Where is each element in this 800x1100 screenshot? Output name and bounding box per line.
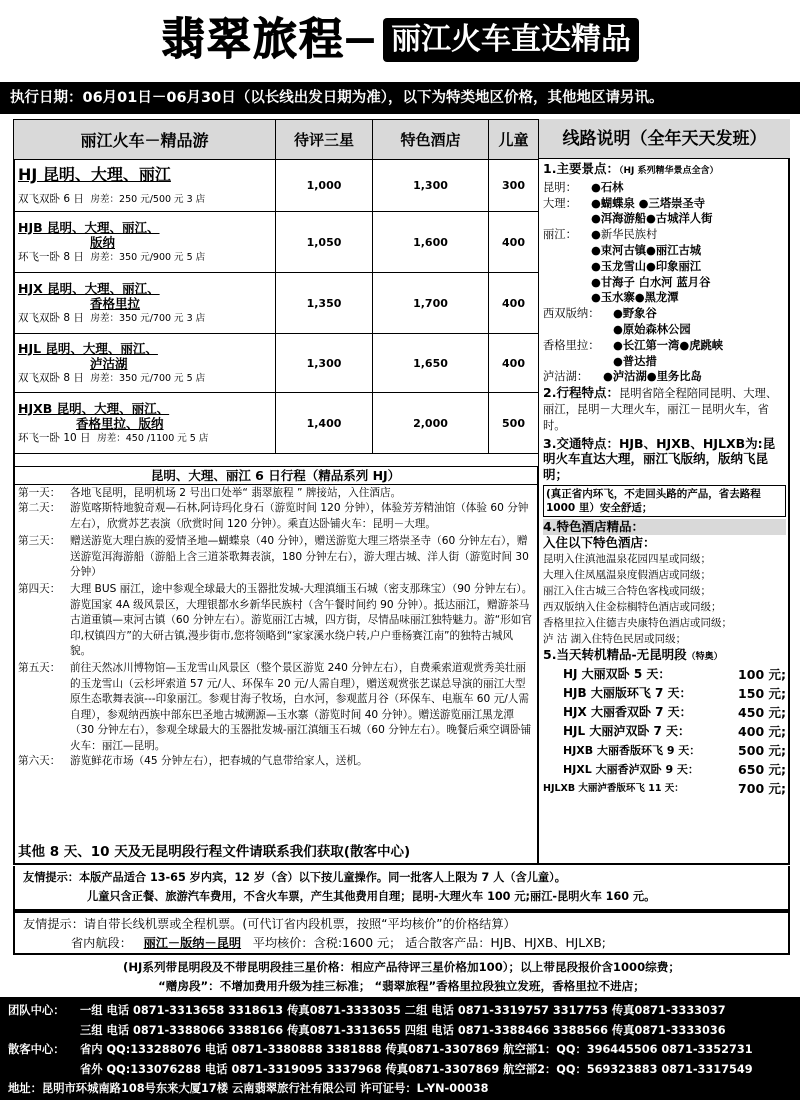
- price-child: 400: [489, 273, 539, 334]
- list-item: 丽江入住古城三合特色客栈或同级；: [543, 584, 711, 597]
- route-name-cont: 香格里拉、版纳: [76, 415, 164, 431]
- room-difference: 房差：350 元/900 元 5 店: [90, 251, 206, 263]
- route-notes-panel: [538, 119, 790, 865]
- special-price: 500 元;: [738, 743, 786, 759]
- special-name: HJLXB 大丽泸香版环飞 11 天：: [543, 783, 684, 795]
- route-duration: 双飞双卧 8 日: [18, 311, 84, 324]
- route-name: HJXB 昆明、大理、丽江、: [18, 400, 170, 416]
- itinerary-day: [18, 661, 534, 753]
- flight-price-info: 平均核价：含税:1600 元； 适合散客产品：HJB、HJXB、HJLXB;: [252, 936, 606, 950]
- price-three-star: 1,000: [276, 160, 373, 212]
- itinerary-footer: 其他 8 天、10 天及无昆明段行程文件请联系我们获取(散客中心): [18, 844, 411, 860]
- table-row: [14, 273, 539, 334]
- list-item: 泸 沽 湖入住特色民居或同级；: [543, 632, 687, 645]
- special-price: 450 元;: [738, 705, 786, 721]
- special-price: 100 元;: [738, 667, 786, 683]
- spot-city: 大理：: [543, 196, 577, 210]
- col-header-three-star: 待评三星: [276, 120, 373, 160]
- special-item: [543, 665, 786, 684]
- spot-line: ●玉水寨●黑龙潭: [591, 291, 679, 305]
- route-name: HJX 昆明、大理、丽江、: [18, 280, 160, 296]
- retail-center-label: 散客中心：: [8, 1043, 65, 1056]
- section-main-spots: 1.主要景点：: [543, 161, 619, 176]
- section-route-features-text: 昆明省陪全程陪同昆明、大理、丽江，昆明－大理火车，丽江－昆明火车，省时。: [543, 387, 778, 432]
- price-three-star: 1,350: [276, 273, 373, 334]
- list-item: 大理入住凤凰温泉度假酒店或同级；: [543, 568, 711, 581]
- special-name: HJB 大丽版环飞 7 天：: [563, 686, 692, 701]
- spot-line: ●洱海游船●古城洋人街: [591, 212, 713, 226]
- contact-line: 省内 QQ:133288076 电话 0871-3380888 3381888 传真0871-3307869 航空部1：QQ：396445506 0871-3352731: [80, 1043, 753, 1056]
- price-three-star: 1,300: [276, 334, 373, 393]
- special-price: 650 元;: [738, 762, 786, 778]
- list-item: 西双版纳入住金棕榈特色酒店或同级；: [543, 600, 722, 613]
- contact-footer: [0, 997, 800, 1100]
- spot-city: 昆明：: [543, 180, 577, 194]
- section-hotels: 4.特色酒店精品：: [543, 519, 786, 535]
- spot-line: ●普达措: [613, 354, 657, 368]
- title-subtitle: 丽江火车直达精品: [383, 18, 639, 62]
- spot-city: 西双版纳：: [543, 307, 600, 321]
- itinerary-day: [18, 754, 534, 769]
- hotel-list: [543, 551, 786, 647]
- spot-group: [543, 306, 786, 338]
- list-item: 香格里拉入住德吉央康特色酒店或同级；: [543, 616, 732, 629]
- route-name-cont: 香格里拉: [90, 295, 141, 311]
- itinerary-day: [18, 486, 534, 501]
- route-notes-title: 线路说明（全年天天发班）: [539, 119, 790, 159]
- price-three-star: 1,400: [276, 393, 373, 454]
- special-name: HJL 大丽泸双卧 7 天：: [563, 724, 691, 739]
- route-name: HJ 昆明、大理、丽江: [18, 165, 171, 184]
- note-line: (HJ系列带昆明段及不带昆明段挂三星价格：相应产品待评三星价格加100）；以上带昆段报价含1000综费；: [123, 960, 680, 974]
- table-row: [14, 334, 539, 393]
- itinerary-day: [18, 582, 534, 659]
- contact-line: 省外 QQ:133076288 电话 0871-3319095 3337968 传真0871-3307869 航空部2：QQ：569323883 0871-3317549: [80, 1062, 753, 1076]
- header-title: [0, 0, 800, 80]
- special-name: HJXB 大丽香版环飞 9 天：: [563, 744, 701, 758]
- room-difference: 房差：250 元/500 元 3 店: [90, 194, 206, 205]
- list-item: 昆明入住滇池温泉花园四星或同级；: [543, 552, 711, 565]
- spot-city: 丽江：: [543, 228, 577, 242]
- price-special-hotel: 1,600: [373, 212, 489, 273]
- special-item: [543, 684, 786, 703]
- spot-line: ●新华民族村: [591, 228, 658, 242]
- day-label: 第四天：: [18, 583, 61, 596]
- spot-line: ●泸沽湖●里务比岛: [603, 370, 702, 384]
- day-label: 第二天：: [18, 502, 61, 515]
- title-dash: —: [345, 22, 377, 57]
- route-duration: 环飞一卧 8 日: [18, 250, 84, 263]
- price-child: 400: [489, 334, 539, 393]
- spot-line: ●长江第一湾●虎跳峡: [613, 338, 724, 352]
- special-item: [543, 779, 786, 798]
- special-item: [543, 741, 786, 760]
- spot-line: ●甘海子 白水河 蓝月谷: [591, 275, 711, 289]
- spot-group: [543, 338, 786, 370]
- spot-line: ●玉龙雪山●印象丽江: [591, 259, 702, 273]
- itinerary-days: [14, 485, 537, 769]
- price-child: 300: [489, 160, 539, 212]
- day-label: 第一天：: [18, 487, 61, 499]
- tip-line-flight: [23, 934, 780, 953]
- day-text: 各地飞昆明，昆明机场 2 号出口处举“ 翡翠旅程 ” 牌接站，入住酒店。: [70, 487, 402, 499]
- special-price: 400 元;: [738, 724, 786, 740]
- route-name: HJB 昆明、大理、丽江、: [18, 219, 160, 235]
- day-text: 游览鲜花市场（45 分钟左右），把春城的气息带给家人，送机。: [70, 754, 368, 767]
- section-specials-label: 5.当天转机精品-无昆明段: [543, 646, 687, 662]
- table-row: [14, 160, 539, 212]
- price-three-star: 1,050: [276, 212, 373, 273]
- day-text: 前往天然冰川博物馆—玉龙雪山风景区（整个景区游览 240 分钟左右），自费乘索道观赏秀美壮丽的玉龙雪山（云杉坪索道 57 元/人、环保车 20 元/人需自理），赠送观赏张艺谋总导演的丽江大型原生态歌舞表演---印象丽江。参观甘海子牧场，白水河，参观蓝月谷（环保车、电瓶车 60 元/人需自理），参观纳西族中部东巴圣地古城溯源—玉水寨（游览时间 40 分钟）。赠送游览丽江黑龙潭（30 分钟左右），参观全球最大的玉器批发城-丽江滇缅玉石城（60 分钟左右）。晚餐后乘空调卧铺火车：丽江—昆明。: [70, 662, 532, 752]
- tip-line: 友情提示：本版产品适合 13-65 岁内宾，12 岁（含）以下按儿童操作。同一批客人上限为 7 人（含儿童）。: [23, 871, 566, 884]
- price-child: 500: [489, 393, 539, 454]
- room-difference: 房差：350 元/700 元 5 店: [90, 372, 206, 384]
- friendly-tip-tickets: [13, 911, 790, 955]
- price-child: 400: [489, 212, 539, 273]
- price-table: [13, 119, 539, 454]
- section-specials: [543, 647, 786, 666]
- col-header-route: 丽江火车－精品游: [14, 120, 276, 160]
- special-name: HJXL 大丽香泸双卧 9 天：: [563, 763, 699, 777]
- execution-dates: 执行日期：06月01日－06月30日（以长线出发日期为准），以下为特类地区价格，其他地区请另讯。: [0, 82, 800, 114]
- itinerary-title: 昆明、大理、丽江 6 日行程（精品系列 HJ）: [14, 467, 537, 485]
- section-hotels-sub: 入住以下特色酒店：: [543, 534, 656, 550]
- special-name: HJX 大丽香双卧 7 天：: [563, 705, 692, 720]
- col-header-child: 儿童: [489, 120, 539, 160]
- table-row: [14, 393, 539, 454]
- route-name-cont: 版纳: [90, 234, 116, 250]
- day-text: 大理 BUS 丽江，途中参观全球最大的玉器批发城-大理滇缅玉石城（密支那珠宝）（90 分钟左右）。游览国家 4A 级风景区，大理银都水乡新华民族村（含午餐时间约 90 分钟）。抵达丽江，赠游茶马古道重镇—束河古镇（60 分钟左右）。游览丽江古城，四方街，尽情品味丽江独特魅力。游“形如官印,权镇四方”的大研古镇,漫步街市,您将领略到“家家溪水绕户转,户户垂杨赛江南”的独特古城风貌。: [70, 583, 533, 658]
- spot-group: [543, 196, 786, 228]
- price-notes: [13, 958, 790, 998]
- spot-line: ●束河古镇●丽江古城: [591, 243, 702, 257]
- section-route-features: [543, 385, 786, 433]
- flight-route: 丽江－版纳－昆明: [143, 936, 242, 950]
- tip-line: 友情提示：请自带长线机票或全程机票。(可代订省内段机票，按照“平均核价”的价格结算）: [23, 917, 516, 931]
- itinerary-section: [13, 466, 538, 865]
- brand-name: 翡翠旅程: [161, 14, 345, 65]
- transport-highlight-box: (真正省内环飞，不走回头路的产品，省去路程 1000 里）安全舒适；: [543, 485, 786, 517]
- day-label: 第五天：: [18, 662, 61, 675]
- price-special-hotel: 2,000: [373, 393, 489, 454]
- route-duration: 双飞双卧 6 日: [18, 193, 84, 205]
- friendly-tip-children: [13, 866, 790, 911]
- special-name: HJ 大丽双卧 5 天：: [563, 667, 671, 682]
- itinerary-day: [18, 501, 534, 532]
- route-name-cont: 泸沽湖: [90, 355, 128, 371]
- spot-city: 香格里拉：: [543, 338, 600, 352]
- spot-group: [543, 369, 786, 385]
- special-item: [543, 760, 786, 779]
- spot-line: ●野象谷: [613, 307, 657, 321]
- day-text: 游览喀斯特地貌奇观—石林,阿诗玛化身石（游览时间 120 分钟），体验芳芳精油馆（体验 60 分钟左右），欣赏苏艺表演（欣赏时间 120 分钟）。乘直达卧铺火车：昆明－大理。: [70, 502, 529, 530]
- price-special-hotel: 1,650: [373, 334, 489, 393]
- day-label: 第三天：: [18, 535, 61, 548]
- section-specials-note: （特奥）: [686, 651, 723, 662]
- day-label: 第六天：: [18, 754, 61, 767]
- contact-line: 一组 电话 0871-3313658 3318613 传真0871-3333035 二组 电话 0871-3319757 3317753 传真0871-3333037: [80, 1004, 726, 1017]
- col-header-special-hotel: 特色酒店: [373, 120, 489, 160]
- room-difference: 房差：350 元/700 元 3 店: [90, 312, 206, 324]
- tip-line: 儿童只含正餐、旅游汽车费用，不含火车票，产生其他费用自理；昆明-大理火车 100 元;丽江-昆明火车 160 元。: [87, 890, 656, 903]
- section-main-spots-note: （HJ 系列精华景点全含）: [618, 166, 719, 176]
- special-price: 700 元;: [738, 781, 786, 797]
- section-transport: 3.交通特点：HJB、HJXB、HJLXB为:昆明火车直达大理，丽江飞版纳，版纳飞昆明；: [543, 435, 776, 483]
- spot-line: ●石林: [591, 180, 624, 194]
- special-item: [543, 703, 786, 722]
- group-center-label: 团队中心：: [8, 1004, 65, 1017]
- price-special-hotel: 1,700: [373, 273, 489, 334]
- company-address: 地址：昆明市环城南路108号东来大厦17楼 云南翡翠旅行社有限公司 许可证号：L-YN-00038: [8, 1082, 489, 1095]
- spot-group: [543, 180, 786, 196]
- flight-label: 省内航段：: [71, 936, 132, 950]
- spot-group: [543, 227, 786, 306]
- day-text: 赠送游览大理白族的爱情圣地—蝴蝶泉（40 分钟），赠送游览大理三塔崇圣寺（60 分钟左右），赠送游览洱海游船（游船上含三道茶歌舞表演，180 分钟左右），游大理古城、洋人街（游览时间 30 分钟）: [70, 535, 529, 579]
- spot-line: ●原始森林公园: [613, 322, 691, 336]
- room-difference: 房差：450 /1100 元 5 店: [97, 432, 209, 444]
- table-row: [14, 212, 539, 273]
- contact-line: 三组 电话 0871-3388066 3388166 传真0871-3313655 四组 电话 0871-3388466 3388566 传真0871-3333036: [80, 1023, 726, 1037]
- route-name: HJL 昆明、大理、丽江、: [18, 340, 158, 356]
- spot-city: 泸沽湖：: [543, 370, 589, 384]
- section-route-features-label: 2.行程特点：: [543, 385, 619, 401]
- route-duration: 环飞一卧 10 日: [18, 431, 91, 444]
- route-duration: 双飞双卧 8 日: [18, 371, 84, 384]
- itinerary-day: [18, 534, 534, 580]
- price-special-hotel: 1,300: [373, 160, 489, 212]
- note-line: “赠房段”：不增加费用升级为挂三标准； “翡翠旅程”香格里拉段独立发班，香格里拉不进店；: [158, 979, 645, 993]
- special-item: [543, 722, 786, 741]
- spot-line: ●蝴蝶泉 ●三塔崇圣寺: [591, 196, 706, 210]
- special-price: 150 元;: [738, 686, 786, 702]
